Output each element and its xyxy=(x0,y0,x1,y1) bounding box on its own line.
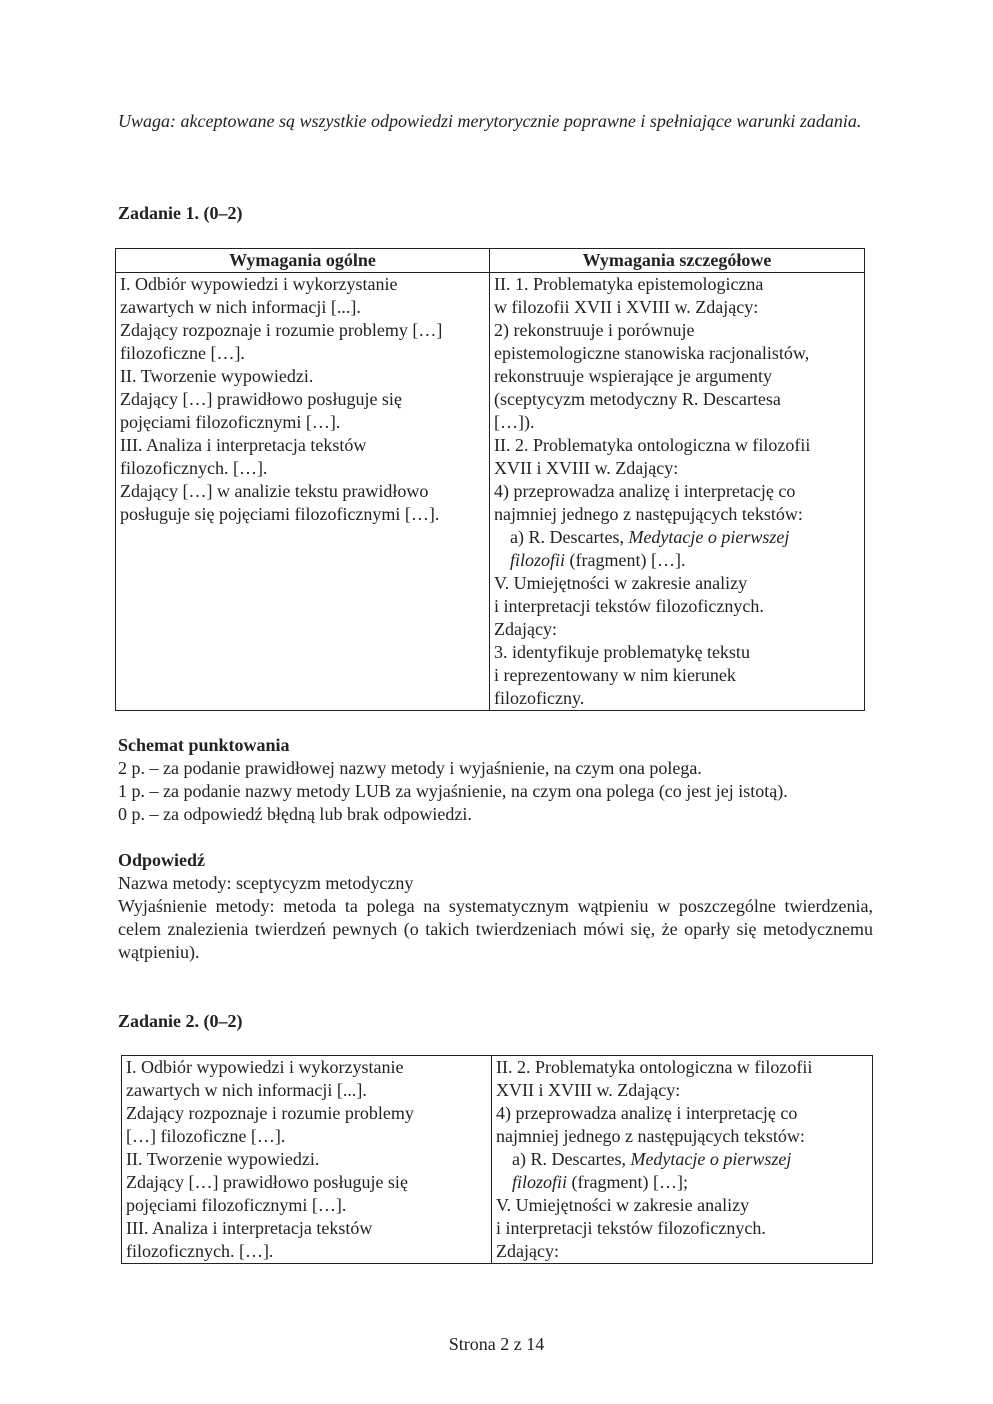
general-line: zawartych w nich informacji [...]. xyxy=(126,1080,367,1100)
answer-title: Odpowiedź xyxy=(118,850,206,870)
general-line: II. Tworzenie wypowiedzi. xyxy=(120,366,314,386)
specific-line: 4) przeprowadza analizę i interpretację co xyxy=(496,1103,798,1123)
general-line: Zdający rozpoznaje i rozumie problemy […] xyxy=(120,320,443,340)
general-line: filozoficzne […]. xyxy=(120,343,245,363)
column-header-specific: Wymagania szczegółowe xyxy=(490,249,865,273)
general-line: II. Tworzenie wypowiedzi. xyxy=(126,1149,320,1169)
specific-line: Zdający: xyxy=(496,1241,559,1261)
specific-line: II. 1. Problematyka epistemologiczna xyxy=(494,274,764,294)
acceptance-note: Uwaga: akceptowane są wszystkie odpowiedzi merytorycznie poprawne i spełniające warunki zadania. xyxy=(118,111,862,131)
specific-line: i interpretacji tekstów filozoficznych. xyxy=(494,596,764,616)
task2-title: Zadanie 2. (0–2) xyxy=(118,1011,243,1031)
general-line: Zdający […] prawidłowo posługuje się xyxy=(120,389,402,409)
specific-line: XVII i XVIII w. Zdający: xyxy=(496,1080,681,1100)
specific-line: V. Umiejętności w zakresie analizy xyxy=(494,573,748,593)
specific-line: 3. identyfikuje problematykę tekstu xyxy=(494,642,750,662)
general-line: pojęciami filozoficznymi […]. xyxy=(126,1195,347,1215)
table-header-row xyxy=(116,249,865,273)
specific-line: 4) przeprowadza analizę i interpretację co xyxy=(494,481,796,501)
answer-explanation: Wyjaśnienie metody: metoda ta polega na systematycznym wątpieniu w poszczególne twierdzenia, celem znalezienia twierdzeń pewnych (o takich twierdzeniach mówi się, że oparły się metodycznemu wątpieniu). xyxy=(118,896,873,962)
text-plain: a) R. Descartes, xyxy=(512,1149,631,1169)
page-number: Strona 2 z 14 xyxy=(448,1334,545,1354)
specific-line: najmniej jednego z następujących tekstów: xyxy=(496,1126,805,1146)
task1-title: Zadanie 1. (0–2) xyxy=(118,203,243,223)
text-italic: filozofii xyxy=(510,550,566,570)
specific-line: Zdający: xyxy=(494,619,557,639)
specific-line: filozoficzny. xyxy=(494,688,585,708)
specific-line: […]). xyxy=(494,412,535,432)
answer-section xyxy=(118,849,873,964)
specific-line xyxy=(496,1148,868,1171)
general-line: posługuje się pojęciami filozoficznymi […]. xyxy=(120,504,440,524)
specific-line: i interpretacji tekstów filozoficznych. xyxy=(496,1218,766,1238)
text-plain: a) R. Descartes, xyxy=(510,527,629,547)
specific-line: II. 2. Problematyka ontologiczna w filozofii xyxy=(496,1057,813,1077)
specific-line: V. Umiejętności w zakresie analizy xyxy=(496,1195,750,1215)
specific-line: rekonstruuje wspierające je argumenty xyxy=(494,366,773,386)
scoring-line: 1 p. – za podanie nazwy metody LUB za wyjaśnienie, na czym ona polega (co jest jej istotą). xyxy=(118,781,788,801)
text-italic: Medytacje o pierwszej xyxy=(628,527,790,547)
text-plain: (fragment) […]. xyxy=(565,550,686,570)
column-header-general: Wymagania ogólne xyxy=(116,249,490,273)
task2-requirements-table xyxy=(121,1055,873,1264)
general-line: I. Odbiór wypowiedzi i wykorzystanie xyxy=(126,1057,404,1077)
scoring-line: 0 p. – za odpowiedź błędną lub brak odpowiedzi. xyxy=(118,804,472,824)
table-row xyxy=(116,273,865,711)
general-line: III. Analiza i interpretacja tekstów xyxy=(120,435,367,455)
general-requirements-cell xyxy=(122,1056,492,1264)
specific-line: II. 2. Problematyka ontologiczna w filozofii xyxy=(494,435,811,455)
specific-line xyxy=(496,1171,868,1194)
general-line: pojęciami filozoficznymi […]. xyxy=(120,412,341,432)
general-line: Zdający […] w analizie tekstu prawidłowo xyxy=(120,481,429,501)
general-line: zawartych w nich informacji [...]. xyxy=(120,297,361,317)
general-line: filozoficznych. […]. xyxy=(126,1241,274,1261)
specific-line: XVII i XVIII w. Zdający: xyxy=(494,458,679,478)
specific-line: (sceptycyzm metodyczny R. Descartesa xyxy=(494,389,781,409)
task1-requirements-table xyxy=(115,248,865,711)
general-line: I. Odbiór wypowiedzi i wykorzystanie xyxy=(120,274,398,294)
specific-line: najmniej jednego z następujących tekstów: xyxy=(494,504,803,524)
general-line: Zdający rozpoznaje i rozumie problemy xyxy=(126,1103,414,1123)
scoring-title: Schemat punktowania xyxy=(118,735,290,755)
table-row xyxy=(122,1056,873,1264)
text-plain: (fragment) […]; xyxy=(567,1172,688,1192)
specific-line: i reprezentowany w nim kierunek xyxy=(494,665,736,685)
specific-line xyxy=(494,549,860,572)
general-line: […] filozoficzne […]. xyxy=(126,1126,286,1146)
text-italic: Medytacje o pierwszej xyxy=(630,1149,792,1169)
general-requirements-cell xyxy=(116,273,490,711)
answer-method: Nazwa metody: sceptycyzm metodyczny xyxy=(118,873,414,893)
scoring-section xyxy=(118,734,873,826)
scoring-line: 2 p. – za podanie prawidłowej nazwy metody i wyjaśnienie, na czym ona polega. xyxy=(118,758,702,778)
general-line: filozoficznych. […]. xyxy=(120,458,268,478)
specific-line: 2) rekonstruuje i porównuje xyxy=(494,320,695,340)
general-line: Zdający […] prawidłowo posługuje się xyxy=(126,1172,408,1192)
specific-line: epistemologiczne stanowiska racjonalistów, xyxy=(494,343,810,363)
specific-requirements-cell xyxy=(490,273,865,711)
general-line: III. Analiza i interpretacja tekstów xyxy=(126,1218,373,1238)
specific-requirements-cell xyxy=(492,1056,873,1264)
specific-line: w filozofii XVII i XVIII w. Zdający: xyxy=(494,297,759,317)
text-italic: filozofii xyxy=(512,1172,568,1192)
specific-line xyxy=(494,526,860,549)
